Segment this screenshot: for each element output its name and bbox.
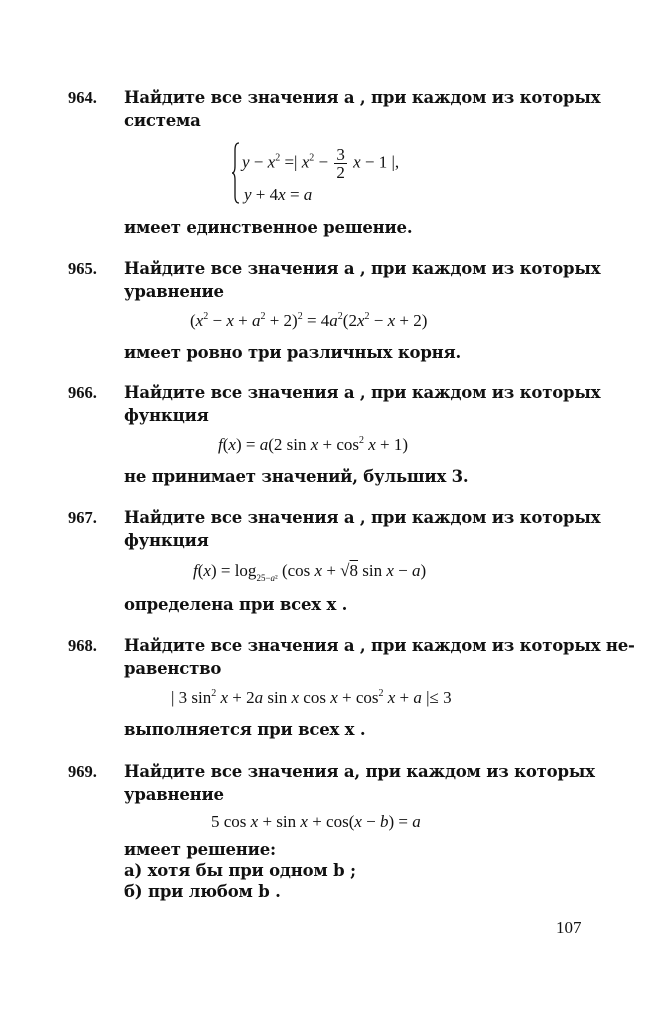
equation: 5 cos x + sin x + cos(x − b) = a bbox=[211, 812, 421, 831]
problem-text: определена при всех x . bbox=[124, 595, 348, 614]
problem-subitem-b: б) при любом b . bbox=[124, 882, 281, 901]
problem-text: имеет единственное решение. bbox=[124, 218, 413, 237]
problem-number: 966. bbox=[68, 383, 97, 402]
problem-text: функция bbox=[124, 531, 209, 550]
system-equation-2: y + 4x = a bbox=[244, 185, 313, 204]
equation: $(x^2 - x + a^2 + 2)^2 = 4a^2(2x^2 - x + 2)$ bbox=[190, 311, 428, 330]
inequality-formula: | 3 $\sin^2 x + 2a$ sin x $\cos x + \cos^2 x + a$ |≤ 3 bbox=[171, 688, 452, 707]
function-formula: f(x) = a(2 $\sin x + \cos^2 x + 1$) bbox=[218, 435, 409, 454]
problem-text: Найдите все значения a , при каждом из которых bbox=[124, 383, 601, 402]
problem-text: имеет решение: bbox=[124, 840, 276, 859]
system-brace bbox=[232, 142, 240, 204]
system-equation-1: $y - x^2$ =| $x^2$ − $\frac{3}{2}$ x − 1 |, bbox=[242, 145, 400, 182]
problem-text: уравнение bbox=[124, 785, 224, 804]
problem-text: не принимает значений, бульших 3. bbox=[124, 467, 469, 486]
problem-text: Найдите все значения a , при каждом из которых bbox=[124, 259, 601, 278]
problem-number: 967. bbox=[68, 508, 97, 527]
page-number: 107 bbox=[556, 918, 582, 937]
problem-text: Найдите все значения a , при каждом из которых bbox=[124, 508, 601, 527]
problem-number: 964. bbox=[68, 88, 97, 107]
problem-text: равенство bbox=[124, 659, 222, 678]
problem-text: система bbox=[124, 111, 201, 130]
problem-text: Найдите все значения a , при каждом из которых bbox=[124, 88, 601, 107]
problem-text: имеет ровно три различных корня. bbox=[124, 343, 462, 362]
problem-text: Найдите все значения a , при каждом из которых не- bbox=[124, 636, 635, 655]
problem-number: 968. bbox=[68, 636, 97, 655]
problem-number: 969. bbox=[68, 762, 97, 781]
problem-text: выполняется при всех x . bbox=[124, 720, 366, 739]
problem-text: функция bbox=[124, 406, 209, 425]
function-formula: $f(x) = \log_{25-a^2} (\cos$ x + √8 sin x − a) bbox=[193, 561, 427, 583]
problem-text: уравнение bbox=[124, 282, 224, 301]
problem-text: Найдите все значения a, при каждом из которых bbox=[124, 762, 595, 781]
problem-subitem-a: а) хотя бы при одном b ; bbox=[124, 861, 356, 880]
problem-number: 965. bbox=[68, 259, 97, 278]
